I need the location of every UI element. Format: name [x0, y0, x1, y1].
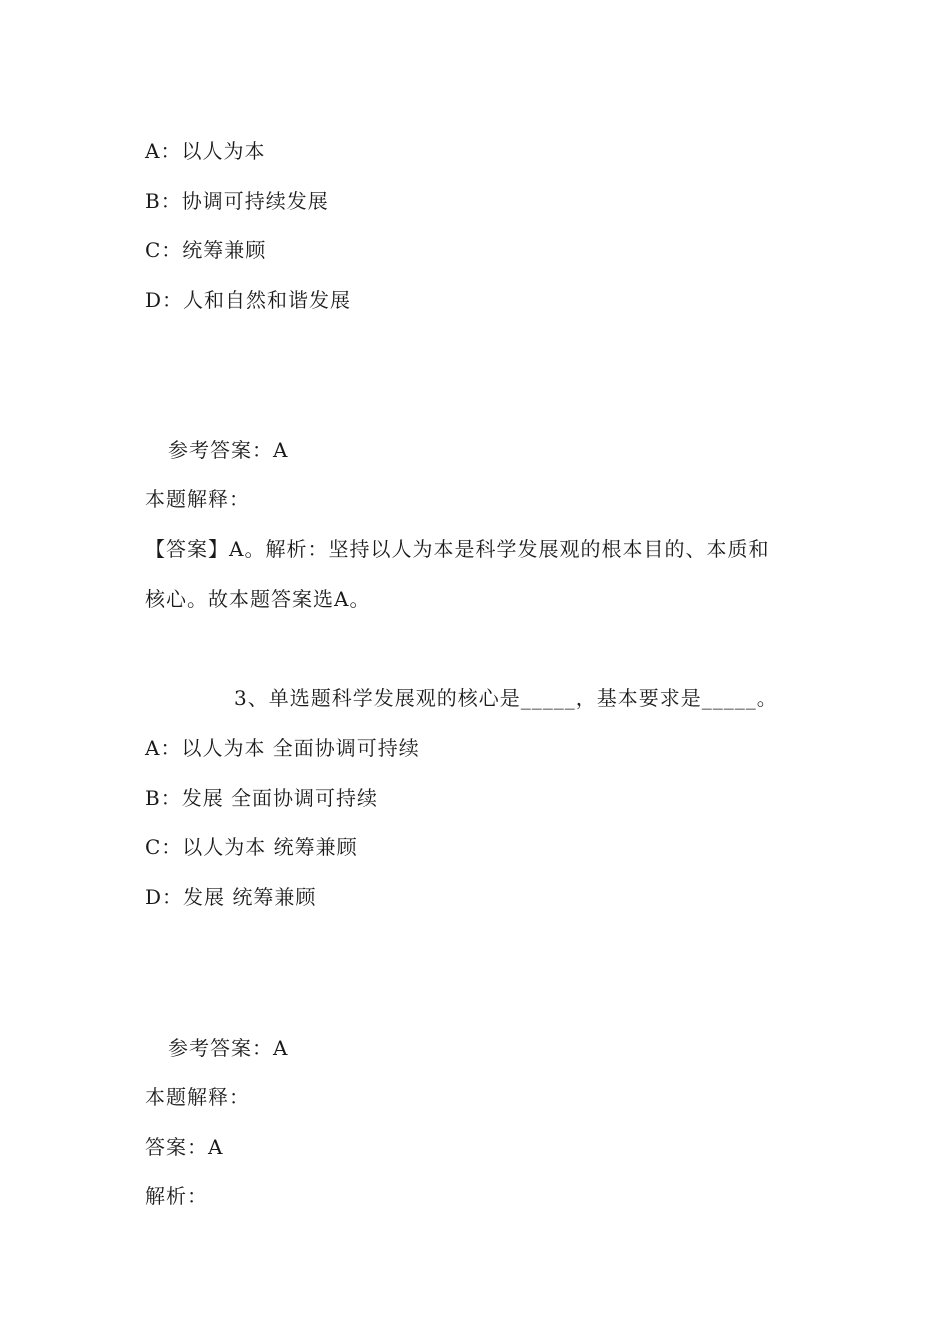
q3-option-c: C：以人为本 统筹兼顾: [145, 835, 358, 859]
option-a: A：以人为本: [145, 139, 266, 163]
option-d: D：人和自然和谐发展: [145, 288, 352, 312]
reference-answer: 参考答案：A: [168, 438, 289, 462]
question-stem: 3、单选题科学发展观的核心是_____，基本要求是_____。: [234, 686, 778, 710]
explanation-label: 本题解释：: [145, 487, 250, 511]
explanation-text-line2: 核心。故本题答案选A。: [145, 587, 371, 611]
q3-answer-line: 答案：A: [145, 1135, 224, 1159]
q3-explanation-label: 本题解释：: [145, 1085, 250, 1109]
q3-reference-answer: 参考答案：A: [168, 1036, 289, 1060]
q3-option-b: B：发展 全面协调可持续: [145, 786, 379, 810]
q3-option-a: A：以人为本 全面协调可持续: [145, 736, 420, 760]
q3-option-d: D：发展 统筹兼顾: [145, 885, 317, 909]
option-c: C：统筹兼顾: [145, 238, 267, 262]
option-b: B：协调可持续发展: [145, 189, 329, 213]
explanation-text-line1: 【答案】A。解析：坚持以人为本是科学发展观的根本目的、本质和: [145, 537, 770, 561]
q3-analysis-label: 解析：: [145, 1184, 208, 1208]
